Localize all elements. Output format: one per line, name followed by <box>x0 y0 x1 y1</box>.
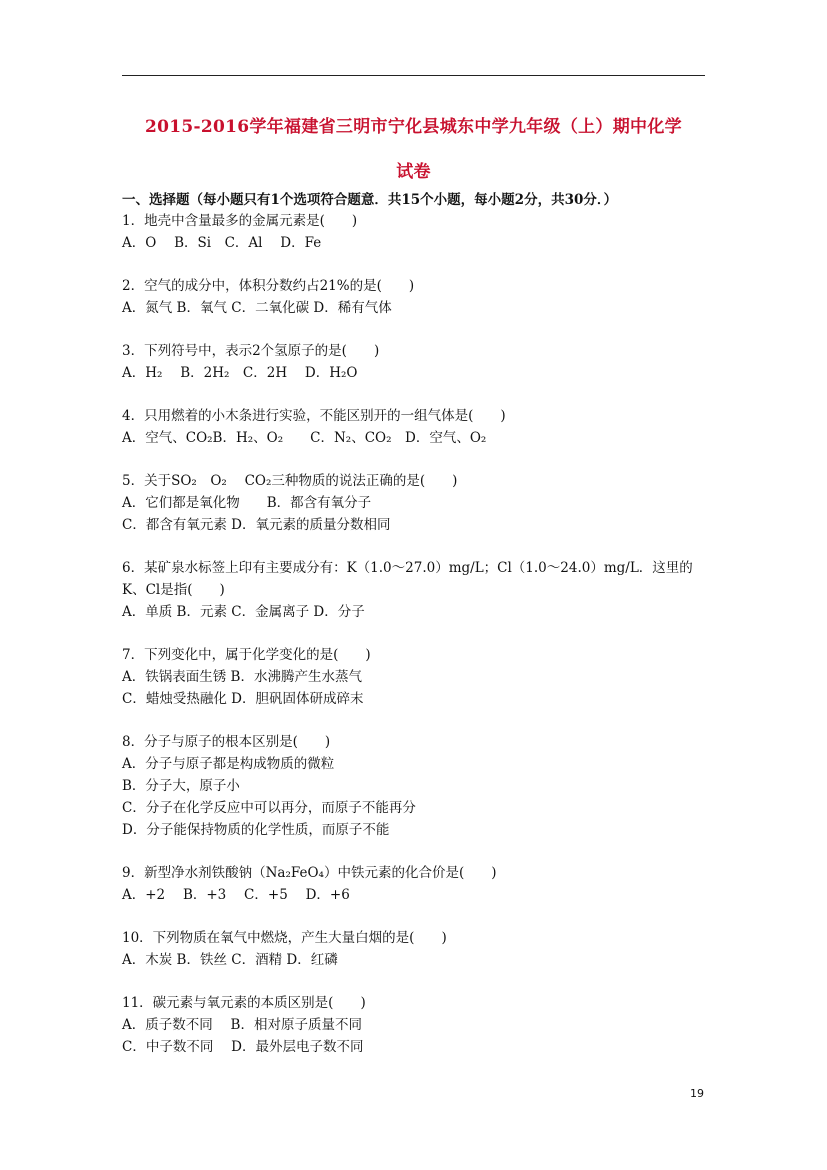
question-stem: 3．下列符号中，表示2个氢原子的是( ) <box>122 343 380 359</box>
question-options: A．木炭 B．铁丝 C．酒精 D．红磷 <box>122 952 338 968</box>
question-stem: 5．关于SO₂ O₂ CO₂三种物质的说法正确的是( ) <box>122 473 458 489</box>
question-options: A．氮气 B．氧气 C．二氧化碳 D．稀有气体 <box>122 300 392 316</box>
question-options: C．都含有氧元素 D．氧元素的质量分数相同 <box>122 517 391 533</box>
question-item <box>122 731 707 841</box>
question-item <box>122 992 707 1058</box>
question-options: A．O B．Si C．Al D．Fe <box>122 235 322 251</box>
question-stem: 1．地壳中含量最多的金属元素是( ) <box>122 213 358 229</box>
question-options: A．质子数不同 B．相对原子质量不同 <box>122 1017 362 1033</box>
question-item <box>122 405 707 449</box>
question-options: A．H₂ B．2H₂ C．2H D．H₂O <box>122 365 358 381</box>
question-options: C．分子在化学反应中可以再分，而原子不能再分 <box>122 800 416 816</box>
header-rule <box>122 75 705 76</box>
question-stem: 6．某矿泉水标签上印有主要成分有：K（1.0～27.0）mg/L；Cl（1.0～24.0）mg/L．这里的 <box>122 560 693 576</box>
question-stem: 8．分子与原子的根本区别是( ) <box>122 734 331 750</box>
question-options: D．分子能保持物质的化学性质，而原子不能 <box>122 822 390 838</box>
question-item <box>122 340 707 384</box>
question-item <box>122 275 707 319</box>
question-stem: 2．空气的成分中，体积分数约占21%的是( ) <box>122 278 415 294</box>
question-options: C．中子数不同 D．最外层电子数不同 <box>122 1039 364 1055</box>
question-options: C．蜡烛受热融化 D．胆矾固体研成碎末 <box>122 691 364 707</box>
page-title-continued: 试卷 <box>396 162 431 182</box>
question-options: A．它们都是氧化物 B．都含有氧分子 <box>122 495 372 511</box>
question-options: A．+2 B．+3 C．+5 D．+6 <box>122 887 350 903</box>
section-heading: 一、选择题（每小题只有1个选项符合题意．共15个小题，每小题2分，共30分．） <box>122 192 618 208</box>
question-item <box>122 927 707 971</box>
question-stem: 4．只用燃着的小木条进行实验，不能区别开的一组气体是( ) <box>122 408 506 424</box>
question-stem: 9．新型净水剂铁酸钠（Na₂FeO₄）中铁元素的化合价是( ) <box>122 865 497 881</box>
question-options: A．分子与原子都是构成物质的微粒 <box>122 756 335 772</box>
question-stem: 7．下列变化中，属于化学变化的是( ) <box>122 647 371 663</box>
question-stem: 11．碳元素与氧元素的本质区别是( ) <box>122 995 366 1011</box>
question-item <box>122 862 707 906</box>
question-stem: 10．下列物质在氧气中燃烧，产生大量白烟的是( ) <box>122 930 447 946</box>
question-options: A．单质 B．元素 C．金属离子 D．分子 <box>122 604 365 620</box>
question-options: K、Cl是指( ) <box>122 582 225 598</box>
page-number: 19 <box>690 1087 704 1100</box>
question-options: B．分子大，原子小 <box>122 778 240 794</box>
question-list <box>122 210 707 1079</box>
question-options: A．铁锅表面生锈 B．水沸腾产生水蒸气 <box>122 669 362 685</box>
question-item <box>122 557 707 623</box>
question-item <box>122 470 707 536</box>
question-item <box>122 644 707 710</box>
page-title: 2015-2016学年福建省三明市宁化县城东中学九年级（上）期中化学 <box>145 117 682 137</box>
question-options: A．空气、CO₂B．H₂、O₂ C．N₂、CO₂ D．空气、O₂ <box>122 430 487 446</box>
question-item <box>122 210 707 254</box>
